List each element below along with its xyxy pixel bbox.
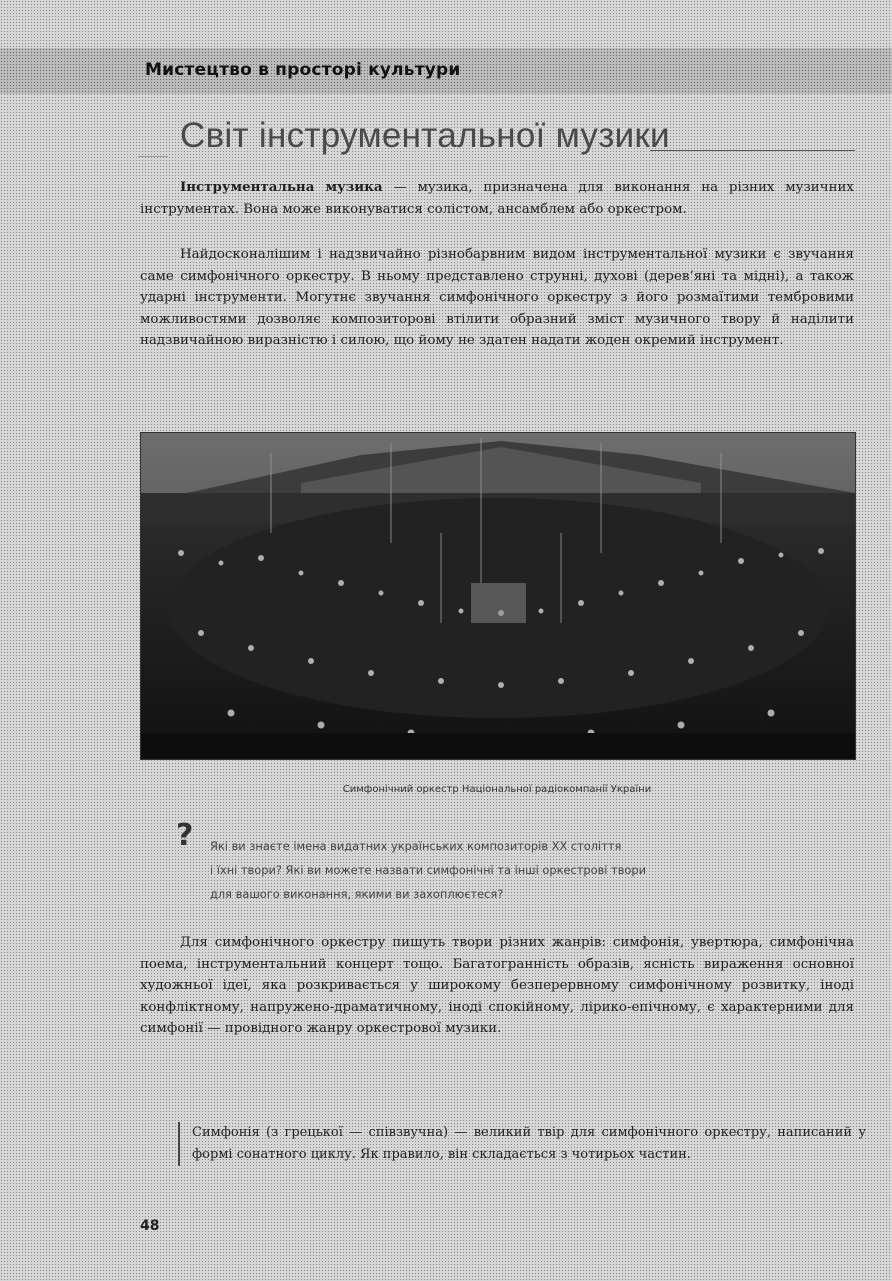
orchestra-paragraph: Найдосконалішим і надзвичайно різнобарвним видом інструментальної музики є звучання саме симфонічного оркестру. В ньому представлено струнні, духові (дерев’яні та мідні), а також ударні інструменти. Могутнє звучання симфонічного оркестру з його розмаїтими тембровими можливостями дозволяє композиторові втілити образний зміст музичного твору й наділити надзвичайною виразністю і силою, що йому не здатен надати жоден окремий інструмент. bbox=[140, 247, 854, 349]
orchestra-photo-illustration bbox=[141, 433, 855, 759]
page-number: 48 bbox=[140, 1218, 160, 1234]
title-rule bbox=[650, 150, 855, 151]
question-line: для вашого виконання, якими ви захоплюєтеся? bbox=[210, 887, 504, 901]
page-title: Світ інструментальної музики bbox=[180, 116, 670, 155]
intro-paragraph bbox=[140, 177, 854, 220]
definition-body: (з грецької — співзвучна) — великий твір для симфонічного оркестру, написаний у формі сонатного циклу. Як правило, він складається з чотирьох частин. bbox=[192, 1125, 866, 1162]
orchestra-photo bbox=[140, 432, 856, 760]
question-line: і їхні твори? Які ви можете назвати симфонічні та інші оркестрові твори bbox=[210, 863, 647, 877]
intro-term: Інструментальна музика bbox=[180, 179, 383, 195]
title-left-rule bbox=[138, 128, 168, 157]
definition-term: Симфонія bbox=[192, 1125, 260, 1140]
intro-text: — музика, призначена для виконання на різних музичних інструментах. Вона може виконуватися солістом, ансамблем або оркестром. bbox=[140, 180, 854, 217]
question-text bbox=[210, 834, 830, 906]
photo-caption: Симфонічний оркестр Національної радіокомпанії України bbox=[342, 784, 652, 795]
symphony-genres-paragraph: Для симфонічного оркестру пишуть твори різних жанрів: симфонія, увертюра, симфонічна поема, інструментальний концерт тощо. Багатогранність образів, ясність вираження основної художньої ідеї, яка розкривається у широкому безперервному симфонічному розвитку, іноді конфліктному, напружено-драматичному, іноді спокійному, лірико-епічному, є характерними для симфонії — провідного жанру оркестрової музики. bbox=[140, 935, 854, 1037]
question-line: Які ви знаєте імена видатних українських композиторів XX століття bbox=[210, 839, 622, 853]
definition-box bbox=[178, 1122, 866, 1166]
section-label: Мистецтво в просторі культури bbox=[145, 60, 461, 80]
definition-text bbox=[192, 1122, 866, 1166]
question-mark-icon: ? bbox=[176, 818, 194, 853]
